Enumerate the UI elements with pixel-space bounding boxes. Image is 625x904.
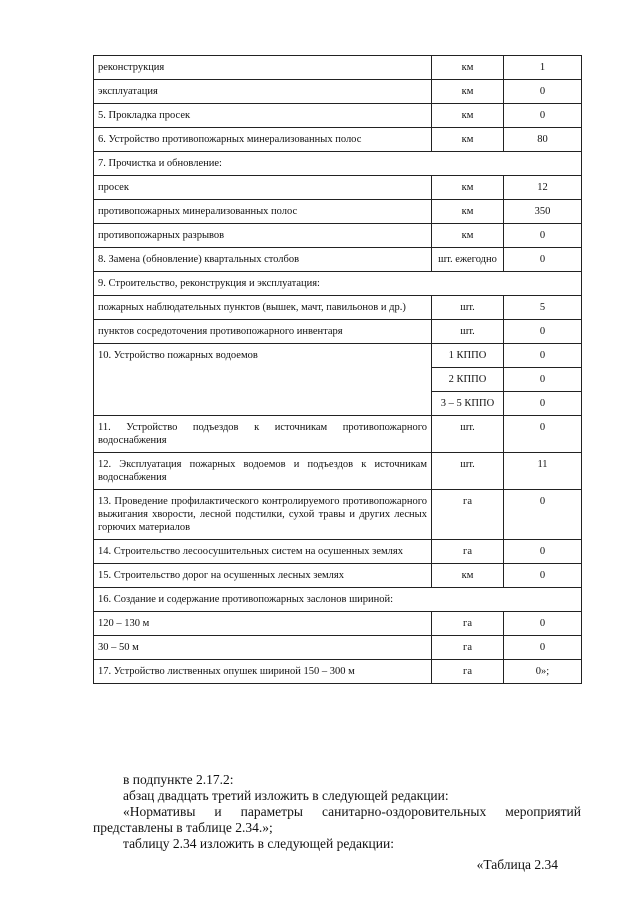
row-name-cell: противопожарных минерализованных полос (94, 200, 432, 224)
row-unit-cell: км (432, 176, 504, 200)
row-unit-cell: км (432, 200, 504, 224)
row-unit-cell: шт. (432, 416, 504, 453)
row-name-cell: 120 – 130 м (94, 612, 432, 636)
row-value-cell: 0 (504, 392, 582, 416)
paragraph-subclause: в подпункте 2.17.2: (123, 772, 234, 787)
row-unit-cell: га (432, 490, 504, 540)
row-name-cell: 8. Замена (обновление) квартальных столбов (94, 248, 432, 272)
row-name-cell: 30 – 50 м (94, 636, 432, 660)
row-name-cell: противопожарных разрывов (94, 224, 432, 248)
row-name-cell: 6. Устройство противопожарных минерализованных полос (94, 128, 432, 152)
table-caption: «Таблица 2.34 (476, 857, 558, 872)
row-unit-cell: шт. (432, 320, 504, 344)
row-unit-cell: км (432, 80, 504, 104)
row-unit-cell: га (432, 660, 504, 684)
row-unit-cell: км (432, 128, 504, 152)
row-value-cell: 0 (504, 104, 582, 128)
table-row (94, 416, 582, 453)
row-value-cell: 0 (504, 612, 582, 636)
table-row (94, 248, 582, 272)
table-row (94, 320, 582, 344)
row-value-cell: 0 (504, 368, 582, 392)
row-unit-cell: га (432, 636, 504, 660)
table-row (94, 490, 582, 540)
row-value-cell: 11 (504, 453, 582, 490)
row-name-cell: пожарных наблюдательных пунктов (вышек, мачт, павильонов и др.) (94, 296, 432, 320)
row-name-cell: 14. Строительство лесоосушительных систем на осушенных землях (94, 540, 432, 564)
table-row (94, 660, 582, 684)
table-row (94, 80, 582, 104)
table-row (94, 200, 582, 224)
section-heading-cell: 16. Создание и содержание противопожарных заслонов шириной: (94, 588, 582, 612)
table-row (94, 224, 582, 248)
row-value-cell: 0 (504, 416, 582, 453)
table-row (94, 540, 582, 564)
row-value-cell: 0 (504, 224, 582, 248)
table-row (94, 176, 582, 200)
row-unit-cell: га (432, 540, 504, 564)
row-value-cell: 0 (504, 248, 582, 272)
table-row (94, 296, 582, 320)
table-row (94, 152, 582, 176)
row-name-cell: 5. Прокладка просек (94, 104, 432, 128)
row-unit-cell: шт. ежегодно (432, 248, 504, 272)
row-value-cell: 0»; (504, 660, 582, 684)
table-row (94, 56, 582, 80)
row-unit-cell: км (432, 56, 504, 80)
table-row (94, 588, 582, 612)
row-unit-cell: га (432, 612, 504, 636)
row-value-cell: 0 (504, 80, 582, 104)
row-unit-cell: км (432, 224, 504, 248)
row-value-cell: 80 (504, 128, 582, 152)
table-row (94, 453, 582, 490)
row-unit-cell: шт. (432, 453, 504, 490)
table-row (94, 636, 582, 660)
paragraph-table-edit: таблицу 2.34 изложить в следующей редакции: (123, 836, 394, 851)
row-value-cell: 350 (504, 200, 582, 224)
row-name-cell: реконструкция (94, 56, 432, 80)
section-heading-cell: 7. Прочистка и обновление: (94, 152, 582, 176)
amendment-text (93, 772, 581, 852)
table-row (94, 128, 582, 152)
paragraph-norms-line2: представлены в таблице 2.34.»; (93, 820, 273, 835)
table-row (94, 612, 582, 636)
row-value-cell: 0 (504, 636, 582, 660)
row-name-cell: 15. Строительство дорог на осушенных лесных землях (94, 564, 432, 588)
row-unit-cell: 1 КППО (432, 344, 504, 368)
section-heading-cell: 9. Строительство, реконструкция и эксплуатация: (94, 272, 582, 296)
paragraph-norms-line1: «Нормативы и параметры санитарно-оздоровительных мероприятий (123, 804, 581, 819)
table-row (94, 104, 582, 128)
row-value-cell: 0 (504, 490, 582, 540)
norms-table-body (94, 56, 582, 684)
table-row (94, 564, 582, 588)
row-value-cell: 1 (504, 56, 582, 80)
row-name-cell: эксплуатация (94, 80, 432, 104)
row-value-cell: 0 (504, 540, 582, 564)
row-name-cell: 11. Устройство подъездов к источникам противопожарного водоснабжения (94, 416, 432, 453)
row-name-cell: 10. Устройство пожарных водоемов (94, 344, 432, 416)
table-row (94, 272, 582, 296)
paragraph-abzac: абзац двадцать третий изложить в следующей редакции: (123, 788, 449, 803)
norms-table (93, 55, 582, 684)
row-value-cell: 0 (504, 320, 582, 344)
row-name-cell: пунктов сосредоточения противопожарного инвентаря (94, 320, 432, 344)
row-unit-cell: 2 КППО (432, 368, 504, 392)
row-name-cell: 12. Эксплуатация пожарных водоемов и подъездов к источникам водоснабжения (94, 453, 432, 490)
row-name-cell: 17. Устройство лиственных опушек шириной 150 – 300 м (94, 660, 432, 684)
row-name-cell: просек (94, 176, 432, 200)
row-unit-cell: км (432, 564, 504, 588)
row-value-cell: 12 (504, 176, 582, 200)
row-unit-cell: км (432, 104, 504, 128)
row-value-cell: 0 (504, 564, 582, 588)
row-value-cell: 5 (504, 296, 582, 320)
row-name-cell: 13. Проведение профилактического контролируемого противопожарного выжигания хворости, лесной подстилки, сухой травы и других лесных горючих материалов (94, 490, 432, 540)
row-unit-cell: 3 – 5 КППО (432, 392, 504, 416)
row-unit-cell: шт. (432, 296, 504, 320)
table-row (94, 344, 582, 368)
row-value-cell: 0 (504, 344, 582, 368)
